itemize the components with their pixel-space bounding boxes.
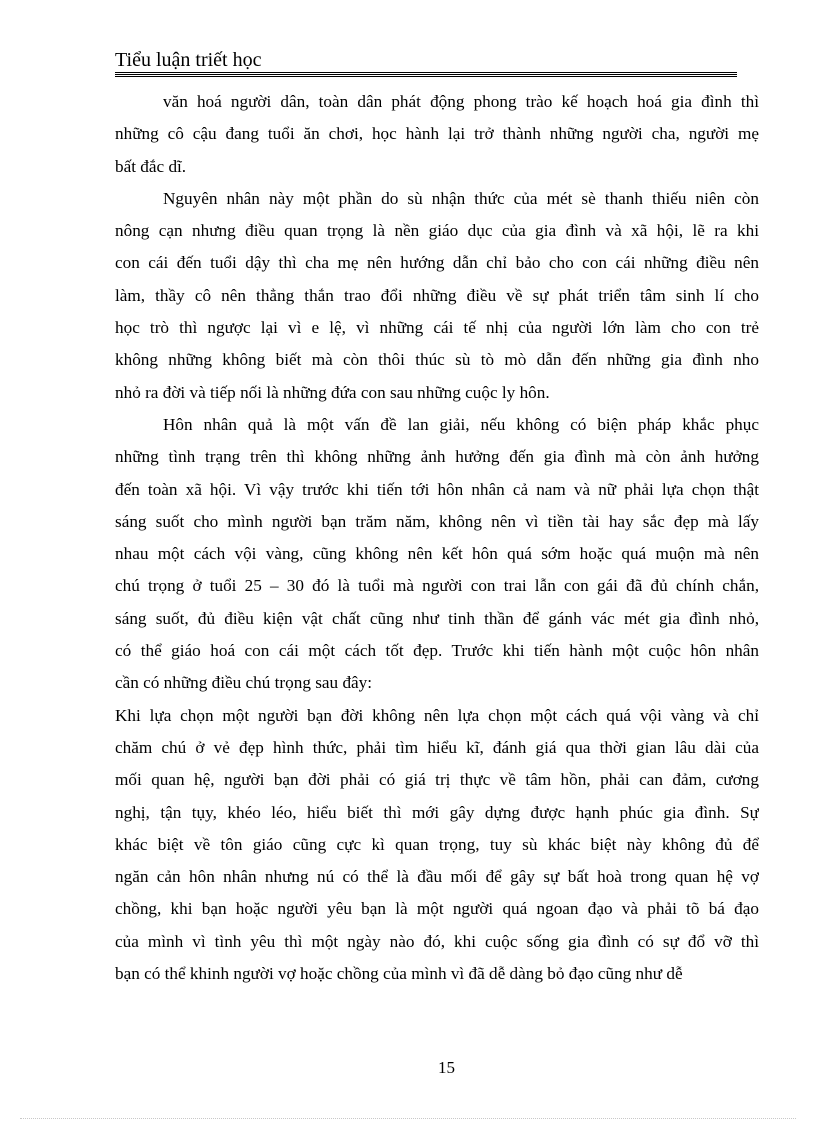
- text-line: làm, thầy cô nên thẳng thắn trao đổi những điều về sự phát triển tâm sinh lí cho: [115, 285, 759, 305]
- text-line: bất đắc dĩ.: [115, 156, 187, 176]
- page-number: 15: [438, 1058, 455, 1077]
- text-line: sáng suốt, đủ điều kiện vật chất cũng như tinh thần để gánh vác mét gia đình nhỏ,: [115, 608, 759, 628]
- text-line: Nguyên nhân này một phần do sù nhận thức của mét sè thanh thiếu niên còn: [163, 188, 759, 208]
- text-line: khác biệt về tôn giáo cũng cực kì quan trọng, tuy sù khác biệt này không đủ để: [115, 834, 759, 854]
- header-title: Tiểu luận triết học: [115, 49, 262, 71]
- text-line: Khi lựa chọn một người bạn đời không nên lựa chọn một cách quá vội vàng và chỉ: [115, 705, 759, 725]
- text-line: những tình trạng trên thì không những ảnh hưởng đến gia đình mà còn ảnh hưởng: [115, 447, 759, 467]
- document-body: [115, 86, 759, 990]
- text-line: những cô cậu đang tuổi ăn chơi, học hành lại trở thành những người cha, người mẹ: [115, 124, 759, 144]
- footer-divider: [20, 1118, 796, 1119]
- paragraph: [115, 409, 759, 700]
- text-line: không những không biết mà còn thôi thúc sù tò mò dẫn đến những gia đình nho: [115, 350, 759, 370]
- text-line: đến toàn xã hội. Vì vậy trước khi tiến tới hôn nhân cả nam và nữ phải lựa chọn thật: [115, 479, 759, 499]
- text-line: có thể giáo hoá con cái một cách tốt đẹp. Trước khi tiến hành một cuộc hôn nhân: [115, 641, 759, 661]
- paragraph: [115, 183, 759, 409]
- text-line: học trò thì ngược lại vì e lệ, vì những cái tế nhị của người lớn làm cho con trẻ: [115, 318, 759, 338]
- paragraph: [115, 86, 759, 183]
- text-line: chăm chú ở vẻ đẹp hình thức, phải tìm hiểu kĩ, đánh giá qua thời gian lâu dài của: [115, 737, 759, 757]
- text-line: ngăn cản hôn nhân nhưng nú có thể là đầu mối để gây sự bất hoà trong quan hệ vợ: [115, 867, 759, 887]
- text-line: của mình vì tình yêu thì một ngày nào đó, khi cuộc sống gia đình có sự đổ vỡ thì: [115, 931, 759, 951]
- text-line: nhỏ ra đời và tiếp nối là những đứa con sau những cuộc ly hôn.: [115, 382, 550, 402]
- text-line: chú trọng ở tuổi 25 – 30 đó là tuổi mà người con trai lẫn con gái đã đủ chính chắn,: [115, 576, 759, 596]
- text-line: nhau một cách vội vàng, cũng không nên kết hôn quá sớm hoặc quá muộn mà nên: [115, 544, 759, 564]
- text-line: cần có những điều chú trọng sau đây:: [115, 673, 373, 693]
- text-line: mối quan hệ, người bạn đời phải có giá trị thực về tâm hồn, phải can đảm, cương: [115, 770, 759, 790]
- paragraph: [115, 700, 759, 991]
- header-rule: [115, 74, 737, 75]
- text-line: Hôn nhân quả là một vấn đề lan giải, nếu không có biện pháp khắc phục: [163, 414, 759, 434]
- text-line: nông cạn nhưng điều quan trọng là nền giáo dục của gia đình và xã hội, lẽ ra khi: [115, 221, 759, 241]
- page-header: [115, 48, 737, 78]
- text-line: sáng suốt cho mình người bạn trăm năm, không nên vì tiền tài hay sắc đẹp mà lấy: [115, 511, 759, 531]
- text-line: bạn có thể khinh người vợ hoặc chồng của mình vì đã dễ dàng bỏ đạo cũng như dễ: [115, 964, 683, 984]
- text-line: nghị, tận tụy, khéo léo, hiểu biết thì mới gây dựng được hạnh phúc gia đình. Sự: [115, 802, 759, 822]
- text-line: văn hoá người dân, toàn dân phát động phong trào kế hoạch hoá gia đình thì: [163, 92, 759, 111]
- header-rule: [115, 76, 737, 77]
- header-rule: [115, 72, 737, 73]
- text-line: chồng, khi bạn hoặc người yêu bạn là một người quá ngoan đạo và phải tõ bá đạo: [115, 899, 759, 919]
- text-line: con cái đến tuổi dậy thì cha mẹ nên hướng dẫn chỉ bảo cho con cái những điều nên: [115, 253, 759, 273]
